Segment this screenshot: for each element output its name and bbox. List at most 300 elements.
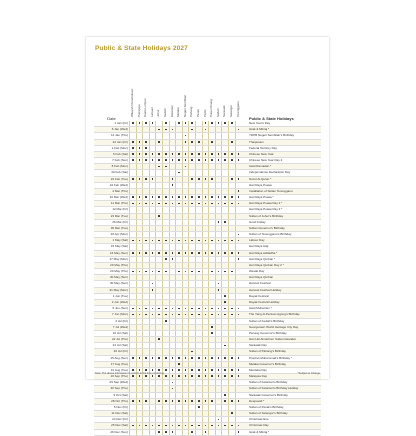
row-date: 2 Jun (Wed) xyxy=(111,299,128,304)
holiday-marker xyxy=(224,196,226,198)
state-cell xyxy=(149,306,156,311)
holiday-marker xyxy=(238,400,240,402)
state-cell xyxy=(195,288,202,293)
state-cell xyxy=(221,140,228,145)
holiday-marker xyxy=(205,252,207,254)
row-holiday-name: Thaipusam xyxy=(249,139,264,144)
state-cell xyxy=(129,146,136,151)
state-cell xyxy=(188,244,195,249)
row-holiday-name: Hari Raya Qurban * xyxy=(249,256,276,261)
state-cell xyxy=(195,244,202,249)
state-cell xyxy=(202,127,209,132)
state-cell xyxy=(169,319,176,324)
state-cell xyxy=(228,319,235,324)
state-cell xyxy=(195,374,202,379)
holiday-marker xyxy=(191,203,193,205)
row-date: 26 Apr (Mon) xyxy=(110,232,128,237)
holiday-marker xyxy=(165,240,167,242)
state-cell xyxy=(155,146,162,151)
state-cells xyxy=(129,306,249,311)
state-cell xyxy=(129,214,136,219)
state-cell xyxy=(155,281,162,286)
state-cell xyxy=(149,201,156,206)
state-cells xyxy=(129,177,249,182)
state-cell xyxy=(169,294,176,299)
row-holiday-name: Hari Raya Haji xyxy=(249,244,269,249)
state-cell xyxy=(188,140,195,145)
state-cell xyxy=(235,386,242,391)
state-cell xyxy=(162,251,169,256)
state-cell xyxy=(149,158,156,163)
state-cell xyxy=(235,263,242,268)
state-cell xyxy=(202,269,209,274)
state-cell xyxy=(188,220,195,225)
state-cell xyxy=(235,393,242,398)
state-cell xyxy=(142,226,149,231)
row-date: 7 Jul (Wed) xyxy=(112,324,128,329)
holiday-marker xyxy=(132,122,134,124)
state-cell xyxy=(162,177,169,182)
row-holiday-name: Sultan of Kedah's Birthday xyxy=(249,318,285,323)
holiday-marker xyxy=(205,203,207,205)
state-cell xyxy=(202,164,209,169)
state-cell xyxy=(215,380,222,385)
state-cell xyxy=(175,294,182,299)
state-cell xyxy=(182,343,189,348)
state-cell xyxy=(129,158,136,163)
state-cell xyxy=(202,393,209,398)
state-cell xyxy=(195,393,202,398)
state-cell xyxy=(235,257,242,262)
holiday-marker xyxy=(218,357,220,359)
holidays-column-header: Public & State Holidays xyxy=(249,116,294,121)
state-cells xyxy=(129,251,249,256)
holiday-marker xyxy=(165,369,167,371)
state-cell xyxy=(228,214,235,219)
state-cell xyxy=(169,127,176,132)
state-cell xyxy=(235,337,242,342)
state-cell xyxy=(129,325,136,330)
holiday-marker xyxy=(238,252,240,254)
state-cell xyxy=(228,177,235,182)
state-cell xyxy=(188,133,195,138)
state-cell xyxy=(129,411,136,416)
state-cell xyxy=(175,226,182,231)
state-cells xyxy=(129,281,249,286)
state-cell xyxy=(136,257,143,262)
state-cell xyxy=(208,368,215,373)
state-cell xyxy=(175,140,182,145)
state-cell xyxy=(149,177,156,182)
state-cell xyxy=(228,331,235,336)
holiday-marker xyxy=(152,178,154,180)
state-cell xyxy=(215,275,222,280)
holiday-marker xyxy=(145,357,147,359)
state-cells xyxy=(129,201,249,206)
row-date: 12 Mar (Fri) xyxy=(112,207,128,212)
state-cell xyxy=(228,423,235,428)
state-cell xyxy=(162,226,169,231)
state-cell xyxy=(175,288,182,293)
holiday-marker xyxy=(145,314,147,316)
state-cells xyxy=(129,386,249,391)
state-cell xyxy=(169,244,176,249)
state-cell xyxy=(169,170,176,175)
holiday-marker xyxy=(198,159,200,161)
holiday-marker xyxy=(231,159,233,161)
state-cell xyxy=(221,226,228,231)
state-cell xyxy=(202,146,209,151)
state-cell xyxy=(155,294,162,299)
holiday-marker xyxy=(231,425,233,427)
state-cell xyxy=(195,152,202,157)
state-cell xyxy=(221,152,228,157)
state-cell xyxy=(208,201,215,206)
holiday-marker xyxy=(152,252,154,254)
state-cell xyxy=(169,183,176,188)
holiday-marker xyxy=(132,240,134,242)
state-cell xyxy=(182,195,189,200)
state-header: Putrajaya xyxy=(136,104,141,117)
holiday-marker xyxy=(218,159,220,161)
state-cell xyxy=(202,121,209,126)
state-cell xyxy=(129,195,136,200)
state-cell xyxy=(162,140,169,145)
state-cell xyxy=(155,337,162,342)
state-cell xyxy=(149,195,156,200)
state-cell xyxy=(188,251,195,256)
state-cell xyxy=(175,238,182,243)
holiday-marker xyxy=(198,375,200,377)
state-header: Pahang xyxy=(189,106,194,117)
state-cell xyxy=(208,121,215,126)
state-cell xyxy=(136,232,143,237)
holiday-marker xyxy=(191,431,193,433)
state-cell xyxy=(221,349,228,354)
state-cell xyxy=(155,263,162,268)
holiday-marker xyxy=(158,314,160,316)
state-cells xyxy=(129,152,249,157)
state-cell xyxy=(129,281,136,286)
state-cell xyxy=(182,288,189,293)
state-cell xyxy=(215,343,222,348)
holiday-marker xyxy=(165,196,167,198)
row-holiday-name: Sultan of Selangor's Birthday xyxy=(249,411,288,416)
state-cell xyxy=(142,306,149,311)
state-cell xyxy=(195,158,202,163)
state-cell xyxy=(221,300,228,305)
state-cell xyxy=(195,232,202,237)
state-cell xyxy=(162,417,169,422)
state-cell xyxy=(136,121,143,126)
state-cell xyxy=(202,312,209,317)
state-cell xyxy=(235,158,242,163)
state-cell xyxy=(175,399,182,404)
holiday-marker xyxy=(158,159,160,161)
state-cell xyxy=(208,251,215,256)
row-date: 5 Nov (Fri) xyxy=(113,404,128,409)
state-cell xyxy=(215,430,222,435)
state-cell xyxy=(208,356,215,361)
state-cell xyxy=(235,201,242,206)
state-cell xyxy=(195,356,202,361)
state-cell xyxy=(228,368,235,373)
state-cell xyxy=(169,263,176,268)
state-cell xyxy=(215,312,222,317)
holiday-marker xyxy=(165,400,167,402)
state-cell xyxy=(142,362,149,367)
row-holiday-name: Nuzul Al-Quran * xyxy=(249,176,272,181)
state-cell xyxy=(142,294,149,299)
state-cell xyxy=(195,269,202,274)
state-cell xyxy=(202,281,209,286)
state-cell xyxy=(155,183,162,188)
state-cell xyxy=(162,300,169,305)
state-cell xyxy=(188,170,195,175)
state-cell xyxy=(136,306,143,311)
state-cell xyxy=(208,374,215,379)
holiday-marker xyxy=(238,314,240,316)
state-cell xyxy=(136,189,143,194)
holiday-marker xyxy=(191,252,193,254)
row-holiday-name: Awal Ramadan * xyxy=(249,164,272,169)
state-cell xyxy=(195,127,202,132)
holiday-marker xyxy=(158,400,160,402)
state-cell xyxy=(188,238,195,243)
state-cell xyxy=(215,158,222,163)
state-cell xyxy=(228,232,235,237)
state-cell xyxy=(208,257,215,262)
state-cell xyxy=(142,417,149,422)
holiday-marker xyxy=(211,178,213,180)
state-cell xyxy=(162,386,169,391)
state-cell xyxy=(155,399,162,404)
state-cell xyxy=(221,201,228,206)
state-header: Perlis xyxy=(202,109,207,117)
state-cell xyxy=(155,164,162,169)
state-cell xyxy=(149,362,156,367)
row-date: 11 Mar (Thu) xyxy=(110,201,128,206)
holiday-marker xyxy=(198,308,200,310)
holiday-marker xyxy=(238,153,240,155)
holiday-marker xyxy=(158,141,160,143)
row-holiday-name: Sultan of Kelantan's Birthday Holiday xyxy=(249,386,299,391)
state-cells xyxy=(129,158,249,163)
holiday-marker xyxy=(158,252,160,254)
state-cell xyxy=(221,127,228,132)
state-cell xyxy=(195,380,202,385)
holiday-marker xyxy=(139,240,141,242)
state-cell xyxy=(215,195,222,200)
state-cell xyxy=(129,356,136,361)
state-cell xyxy=(142,356,149,361)
state-cell xyxy=(142,288,149,293)
state-cell xyxy=(169,380,176,385)
holiday-marker xyxy=(218,252,220,254)
state-cell xyxy=(169,251,176,256)
row-holiday-name: The Yang di-Pertuan Agong's Birthday xyxy=(249,312,300,317)
state-cell xyxy=(235,183,242,188)
holiday-marker xyxy=(172,196,174,198)
row-holiday-name: Melaka Governor's Birthday xyxy=(249,361,286,366)
state-cell xyxy=(182,244,189,249)
row-holiday-name: Hari Raya Puasa Day 3 * xyxy=(249,207,283,212)
holiday-marker xyxy=(139,425,141,427)
state-cell xyxy=(188,337,195,342)
holiday-marker xyxy=(158,357,160,359)
state-cell xyxy=(182,146,189,151)
holiday-marker xyxy=(172,382,174,384)
state-cell xyxy=(188,288,195,293)
state-cell xyxy=(188,127,195,132)
state-cell xyxy=(202,195,209,200)
state-cell xyxy=(136,380,143,385)
holiday-marker xyxy=(238,159,240,161)
state-cell xyxy=(129,405,136,410)
row-date: 22 Jul (Thu) xyxy=(111,337,128,342)
holiday-marker xyxy=(145,153,147,155)
state-cell xyxy=(136,362,143,367)
state-cell xyxy=(169,269,176,274)
state-cell xyxy=(162,269,169,274)
row-holiday-name: Hari Raya Puasa * xyxy=(249,195,274,200)
state-cell xyxy=(188,226,195,231)
holiday-marker xyxy=(231,153,233,155)
state-cell xyxy=(155,251,162,256)
state-cells xyxy=(129,312,249,317)
state-cell xyxy=(195,343,202,348)
holiday-marker xyxy=(185,166,187,168)
state-cells xyxy=(129,275,249,280)
state-cell xyxy=(149,405,156,410)
holiday-marker xyxy=(185,135,187,137)
state-cell xyxy=(149,244,156,249)
state-cell xyxy=(235,325,242,330)
state-cell xyxy=(208,133,215,138)
holiday-marker xyxy=(205,178,207,180)
state-cell xyxy=(169,288,176,293)
state-cell xyxy=(195,238,202,243)
state-cell xyxy=(136,164,143,169)
holiday-marker xyxy=(178,271,180,273)
state-cell xyxy=(149,337,156,342)
holiday-marker xyxy=(139,196,141,198)
state-cell xyxy=(208,146,215,151)
state-cell xyxy=(175,386,182,391)
row-date: 24 Feb (Wed) xyxy=(109,182,128,187)
holiday-marker xyxy=(158,338,160,340)
state-cell xyxy=(136,152,143,157)
holiday-marker xyxy=(158,431,160,433)
state-cell xyxy=(149,294,156,299)
holiday-marker xyxy=(152,425,154,427)
state-cell xyxy=(149,343,156,348)
holiday-marker xyxy=(158,215,160,217)
holiday-marker xyxy=(152,357,154,359)
state-cell xyxy=(188,356,195,361)
holiday-marker xyxy=(231,357,233,359)
state-cell xyxy=(169,399,176,404)
state-cell xyxy=(129,201,136,206)
state-cell xyxy=(188,423,195,428)
state-cell xyxy=(175,325,182,330)
state-cell xyxy=(136,343,143,348)
state-cell xyxy=(221,393,228,398)
state-cell xyxy=(162,393,169,398)
state-cell xyxy=(155,177,162,182)
state-cells xyxy=(129,207,249,212)
row-date: 24 Dec (Fri) xyxy=(112,417,128,422)
state-cell xyxy=(202,238,209,243)
state-cell xyxy=(136,430,143,435)
state-cell xyxy=(221,121,228,126)
state-cell xyxy=(228,257,235,262)
state-cell xyxy=(129,269,136,274)
state-cell xyxy=(215,238,222,243)
state-cell xyxy=(182,368,189,373)
state-cell xyxy=(195,386,202,391)
state-cell xyxy=(169,300,176,305)
holiday-marker xyxy=(165,314,167,316)
state-cell xyxy=(169,374,176,379)
state-cell xyxy=(169,423,176,428)
state-cell xyxy=(142,325,149,330)
row-holiday-name: Chinese New Year Day 2 xyxy=(249,158,283,163)
state-cell xyxy=(235,430,242,435)
state-cell xyxy=(208,269,215,274)
holiday-marker xyxy=(198,369,200,371)
state-cell xyxy=(155,319,162,324)
state-cell xyxy=(235,226,242,231)
state-cell xyxy=(129,319,136,324)
state-cell xyxy=(169,214,176,219)
state-cell xyxy=(215,201,222,206)
state-cell xyxy=(188,411,195,416)
state-cell xyxy=(208,325,215,330)
holiday-marker xyxy=(172,178,174,180)
state-cell xyxy=(182,374,189,379)
state-cell xyxy=(142,423,149,428)
row-date: 16 Sep (Thu) xyxy=(110,374,128,379)
state-cell xyxy=(215,140,222,145)
holiday-marker xyxy=(191,425,193,427)
holiday-marker xyxy=(139,178,141,180)
state-cell xyxy=(221,133,228,138)
state-cell xyxy=(235,281,242,286)
state-cell xyxy=(136,158,143,163)
state-cell xyxy=(215,177,222,182)
state-cell xyxy=(202,423,209,428)
state-cell xyxy=(195,319,202,324)
row-date: 31 Aug (Tue) xyxy=(110,367,128,372)
holiday-marker xyxy=(145,159,147,161)
row-holiday-name: Deepavali * xyxy=(249,398,265,403)
state-cell xyxy=(162,288,169,293)
state-cell xyxy=(221,374,228,379)
holiday-marker xyxy=(238,129,240,131)
state-cell xyxy=(175,244,182,249)
holiday-marker xyxy=(152,159,154,161)
state-cell xyxy=(202,257,209,262)
state-cell xyxy=(195,121,202,126)
state-cell xyxy=(235,374,242,379)
state-cell xyxy=(175,393,182,398)
holiday-marker xyxy=(165,375,167,377)
state-cell xyxy=(235,356,242,361)
state-cell xyxy=(195,164,202,169)
state-cell xyxy=(169,337,176,342)
state-cell xyxy=(162,337,169,342)
